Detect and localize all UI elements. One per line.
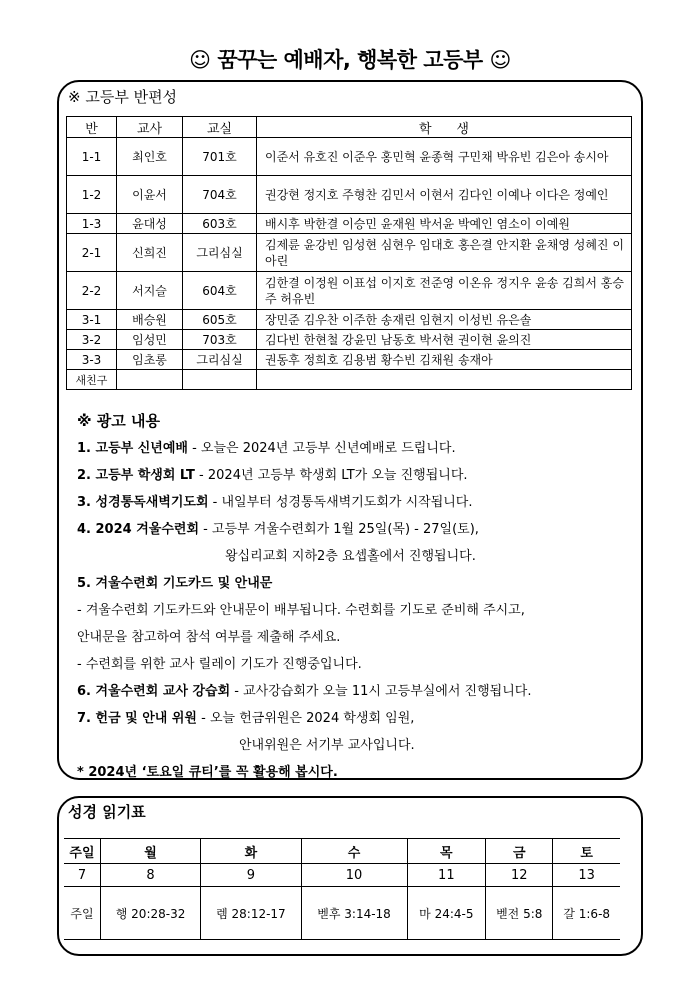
- notice-text: - 내일부터 성경통독새벽기도회가 시작됩니다.: [208, 495, 473, 510]
- column-header: 교실: [183, 117, 257, 138]
- notice-title: 1. 고등부 신년예배: [77, 441, 188, 456]
- notice-text: 안내위원은 서기부 교사입니다.: [239, 738, 415, 753]
- reading-cell: 마 24:4-5: [407, 887, 486, 940]
- notice-title: 5. 겨울수련회 기도카드 및 안내문: [77, 576, 273, 591]
- column-header: 반: [67, 117, 117, 138]
- teacher-name: 신희진: [117, 234, 183, 272]
- notice-text: - 오늘은 2024년 고등부 신년예배로 드립니다.: [187, 441, 456, 456]
- teacher-name: 이윤서: [117, 176, 183, 214]
- class-row: [67, 310, 632, 330]
- notice-line: [77, 651, 637, 678]
- notice-line: [77, 624, 637, 651]
- classroom: 701호: [183, 138, 257, 176]
- notice-line: [77, 597, 637, 624]
- reading-header: 성경 읽기표: [68, 803, 146, 821]
- class-number: 1-2: [67, 176, 117, 214]
- reading-dates-row: [64, 864, 620, 887]
- student-list: 배시후 박한결 이승민 윤재원 박서윤 박예인 염소이 이예원: [257, 214, 632, 234]
- classroom: 704호: [183, 176, 257, 214]
- date-cell: 11: [407, 864, 486, 887]
- notice-title: 7. 헌금 및 안내 위원: [77, 711, 197, 726]
- class-row: [67, 272, 632, 310]
- notice-text: - 교사강습회가 오늘 11시 고등부실에서 진행됩니다.: [230, 684, 532, 699]
- reading-passages-row: [64, 887, 620, 940]
- student-list: 김제륜 윤강빈 임성현 심현우 임대호 홍은결 안지환 윤채영 성혜진 이아린: [257, 234, 632, 272]
- page-title: ☺ 꿈꾸는 예배자, 행복한 고등부 ☺: [189, 48, 511, 72]
- date-cell: 9: [201, 864, 301, 887]
- date-cell: 8: [100, 864, 200, 887]
- classroom: 605호: [183, 310, 257, 330]
- day-cell: 금: [486, 839, 553, 864]
- notice-text: - 고등부 겨울수련회가 1월 25일(목) - 27일(토),: [199, 522, 479, 537]
- day-cell: 주일: [64, 839, 100, 864]
- teacher-name: 임성민: [117, 330, 183, 350]
- class-number: 1-1: [67, 138, 117, 176]
- reading-cell: 갈 1:6-8: [553, 887, 620, 940]
- notice-title: 2. 고등부 학생회 LT: [77, 468, 195, 483]
- teacher-name: 임초롱: [117, 350, 183, 370]
- date-cell: 12: [486, 864, 553, 887]
- notice-title: 4. 2024 겨울수련회: [77, 522, 200, 537]
- class-number: 2-1: [67, 234, 117, 272]
- reading-table: [64, 838, 620, 940]
- day-cell: 화: [201, 839, 301, 864]
- class-number: 3-3: [67, 350, 117, 370]
- notice-line: [77, 462, 637, 489]
- day-cell: 월: [100, 839, 200, 864]
- class-section-header: ※ 고등부 반편성: [68, 88, 178, 106]
- teacher-name: [117, 370, 183, 390]
- notice-line: [77, 705, 637, 732]
- class-number: 3-1: [67, 310, 117, 330]
- class-row: [67, 138, 632, 176]
- student-list: 권강현 정지호 주형찬 김민서 이현서 김다인 이예나 이다은 정예인: [257, 176, 632, 214]
- class-number: 1-3: [67, 214, 117, 234]
- classroom: 그리심실: [183, 350, 257, 370]
- notice-title: * 2024년 ‘토요일 큐티’를 꼭 활용해 봅시다.: [77, 765, 338, 780]
- date-cell: 7: [64, 864, 100, 887]
- teacher-name: 배승원: [117, 310, 183, 330]
- class-number: 2-2: [67, 272, 117, 310]
- classroom: 703호: [183, 330, 257, 350]
- class-number: 3-2: [67, 330, 117, 350]
- notice-text: - 수련회를 위한 교사 릴레이 기도가 진행중입니다.: [77, 657, 362, 672]
- column-header: 학 생: [257, 117, 632, 138]
- reading-cell: 벧후 3:14-18: [301, 887, 407, 940]
- notice-line: [77, 516, 637, 543]
- notice-line: [77, 543, 637, 570]
- column-header: 교사: [117, 117, 183, 138]
- notice-line: [77, 678, 637, 705]
- teacher-name: 윤대성: [117, 214, 183, 234]
- class-row: [67, 234, 632, 272]
- class-table-header-row: [67, 117, 632, 138]
- reading-days-row: [64, 839, 620, 864]
- day-cell: 토: [553, 839, 620, 864]
- student-list: 권동후 정희호 김용범 황수빈 김채원 송재아: [257, 350, 632, 370]
- teacher-name: 최인호: [117, 138, 183, 176]
- notice-title: 3. 성경통독새벽기도회: [77, 495, 209, 510]
- student-list: 장민준 김우찬 이주한 송재린 임현지 이성빈 유은솔: [257, 310, 632, 330]
- day-cell: 수: [301, 839, 407, 864]
- classroom: 603호: [183, 214, 257, 234]
- reading-cell: 주일: [64, 887, 100, 940]
- notice-text: 왕십리교회 지하2층 요셉홀에서 진행됩니다.: [225, 549, 476, 564]
- notice-section: [77, 410, 637, 786]
- class-row: [67, 350, 632, 370]
- class-table: [66, 116, 632, 390]
- notice-line: [77, 489, 637, 516]
- notice-title: 6. 겨울수련회 교사 강습회: [77, 684, 231, 699]
- reading-cell: 행 20:28-32: [100, 887, 200, 940]
- notice-line: [77, 570, 637, 597]
- class-row: [67, 176, 632, 214]
- classroom: [183, 370, 257, 390]
- student-list: 김다빈 한현철 강윤민 남동호 박서현 권이현 윤의진: [257, 330, 632, 350]
- class-number: 새친구: [67, 370, 117, 390]
- reading-cell: 벧전 5:8: [486, 887, 553, 940]
- date-cell: 10: [301, 864, 407, 887]
- notice-text: 안내문을 참고하여 참석 여부를 제출해 주세요.: [77, 630, 341, 645]
- student-list: [257, 370, 632, 390]
- notice-line: [77, 759, 637, 786]
- classroom: 그리심실: [183, 234, 257, 272]
- notice-text: - 2024년 고등부 학생회 LT가 오늘 진행됩니다.: [194, 468, 468, 483]
- reading-cell: 렘 28:12-17: [201, 887, 301, 940]
- student-list: 김한결 이정원 이표섭 이지호 전준영 이온유 정지우 윤송 김희서 홍승주 허유빈: [257, 272, 632, 310]
- class-row: [67, 330, 632, 350]
- class-row: [67, 370, 632, 390]
- student-list: 이준서 유호진 이준우 홍민혁 윤종혁 구민채 박유빈 김은아 송시아: [257, 138, 632, 176]
- day-cell: 목: [407, 839, 486, 864]
- date-cell: 13: [553, 864, 620, 887]
- notice-header: ※ 광고 내용: [77, 412, 160, 430]
- notice-text: - 오늘 헌금위원은 2024 학생회 임원,: [197, 711, 415, 726]
- notice-line: [77, 435, 637, 462]
- notice-text: - 겨울수련회 기도카드와 안내문이 배부됩니다. 수련회를 기도로 준비해 주시고,: [77, 603, 525, 618]
- class-row: [67, 214, 632, 234]
- classroom: 604호: [183, 272, 257, 310]
- notice-line: [77, 732, 637, 759]
- teacher-name: 서지슬: [117, 272, 183, 310]
